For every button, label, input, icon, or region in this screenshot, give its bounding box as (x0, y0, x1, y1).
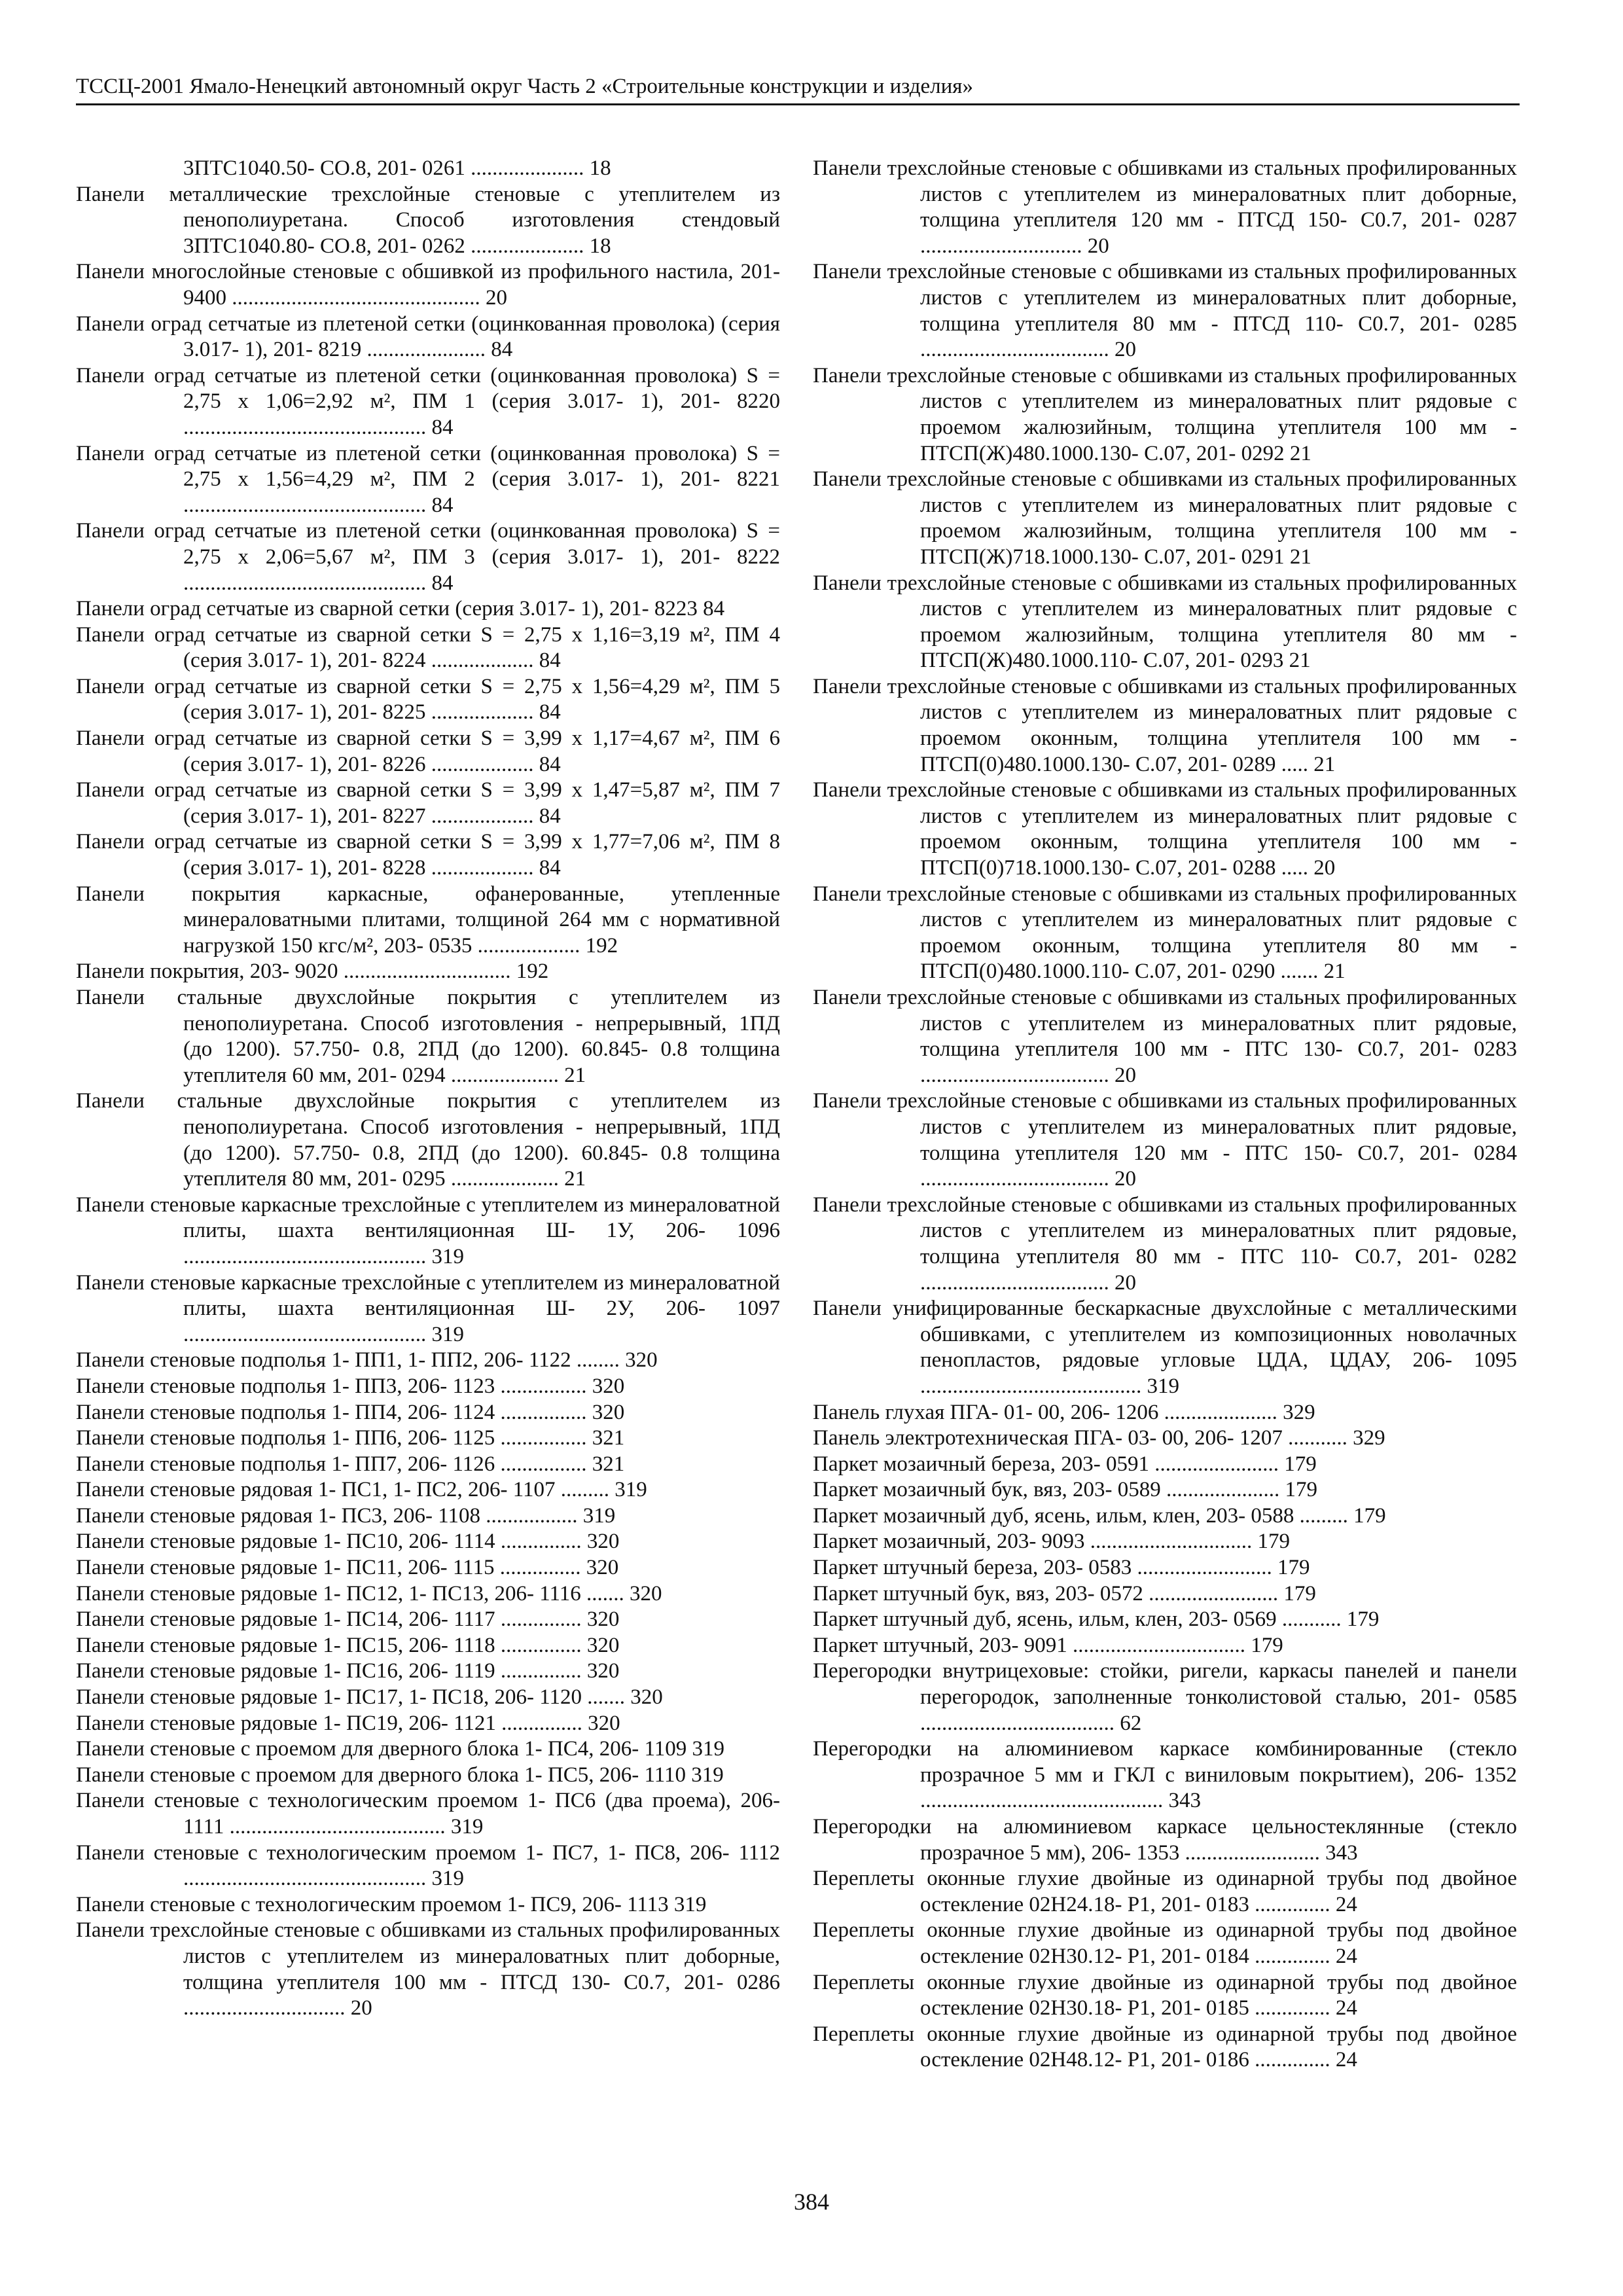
index-entry: Панели стеновые подполья 1- ПП6, 206- 1125 ................ 321 (76, 1426, 625, 1450)
index-entry: Панели покрытия каркасные, офанерованные, утепленные минераловатными плитами, толщиной 264 мм с нормативной нагрузкой 150 кгс/м², 203- 0535 ................... 192 (76, 882, 780, 958)
index-entry: Панели оград сетчатые из сварной сетки S = 3,99 х 1,77=7,06 м², ПМ 8 (серия 3.017- 1), 201- 8228 ................... 84 (76, 830, 780, 880)
index-entry: Панели трехслойные стеновые с обшивками из стальных профилированных листов с утеплителем из минераловатных плит рядовые с проемом оконным, толщина утеплителя 100 мм - ПТСП(0)718.1000.130- С.07, 201- 0288 ..... 20 (813, 778, 1517, 880)
index-entry: Панели трехслойные стеновые с обшивками из стальных профилированных листов с утеплителем из минераловатных плит рядовые с проемом жалюзийным, толщина утеплителя 80 мм - ПТСП(Ж)480.1000.110- С.07, 201- 0293 21 (813, 571, 1517, 673)
index-entry: Панели трехслойные стеновые с обшивками из стальных профилированных листов с утеплителем из минераловатных плит рядовые, толщина утеплителя 80 мм - ПТС 110- С0.7, 201- 0282 ................................... 20 (813, 1193, 1517, 1295)
index-entry: Панели трехслойные стеновые с обшивками из стальных профилированных листов с утеплителем из минераловатных плит рядовые с проемом жалюзийным, толщина утеплителя 100 мм - ПТСП(Ж)480.1000.130- С.07, 201- 0292 21 (813, 363, 1517, 465)
index-entry: Панели оград сетчатые из плетеной сетки (оцинкованная проволока) S = 2,75 х 1,06=2,92 м², ПМ 1 (серия 3.017- 1), 201- 8220 ............................................. 84 (76, 363, 780, 439)
index-entry: Панели стеновые рядовые 1- ПС17, 1- ПС18, 206- 1120 ....... 320 (76, 1685, 663, 1710)
index-entry: Паркет штучный береза, 203- 0583 ......................... 179 (813, 1556, 1310, 1580)
index-entry: Панели трехслойные стеновые с обшивками из стальных профилированных листов с утеплителем из минераловатных плит рядовые с проемом жалюзийным, толщина утеплителя 100 мм - ПТСП(Ж)718.1000.130- С.07, 201- 0291 21 (813, 467, 1517, 569)
index-entry: Панели стеновые с технологическим проемом 1- ПС7, 1- ПС8, 206- 1112 ............................................. 319 (76, 1840, 780, 1891)
index-entry: Панели унифицированные бескаркасные двухслойные с металлическими обшивками, с утеплителем из композиционных новолачных пенопластов, рядовые угловые ЦДА, ЦДАУ, 206- 1095 ......................................... 319 (813, 1297, 1517, 1398)
index-entry: Панели трехслойные стеновые с обшивками из стальных профилированных листов с утеплителем из минераловатных плит доборные, толщина утеплителя 120 мм - ПТСД 150- С0.7, 201- 0287 .............................. 20 (813, 156, 1517, 258)
index-entry: Паркет штучный бук, вяз, 203- 0572 ........................ 179 (813, 1581, 1316, 1605)
index-entry: Переплеты оконные глухие двойные из одинарной трубы под двойное остекление 02Н30.18- Р1, 201- 0185 .............. 24 (813, 1970, 1517, 2020)
index-entry: Переплеты оконные глухие двойные из одинарной трубы под двойное остекление 02Н30.12- Р1, 201- 0184 .............. 24 (813, 1918, 1517, 1968)
index-entry: Панели стеновые с технологическим проемом 1- ПС9, 206- 1113 319 (76, 1892, 707, 1916)
index-entry: Паркет штучный дуб, ясень, ильм, клен, 203- 0569 ........... 179 (813, 1607, 1380, 1632)
index-entry: Панели стеновые каркасные трехслойные с утеплителем из минераловатной плиты, шахта вентиляционная Ш- 1У, 206- 1096 ............................................. 319 (76, 1193, 780, 1268)
index-entry: Паркет мозаичный, 203- 9093 .............................. 179 (813, 1530, 1291, 1554)
running-header: ТССЦ-2001 Ямало-Ненецкий автономный округ Часть 2 «Строительные конструкции и изделия» (76, 75, 973, 98)
index-entry: Панели стеновые рядовые 1- ПС10, 206- 1114 ............... 320 (76, 1530, 620, 1554)
index-entry: Панели многослойные стеновые с обшивкой из профильного настила, 201- 9400 .............................................. 20 (76, 260, 780, 310)
index-entry: Панели стеновые рядовая 1- ПС1, 1- ПС2, 206- 1107 ......... 319 (76, 1478, 647, 1502)
index-entry: Панели стеновые рядовые 1- ПС11, 206- 1115 ............... 320 (76, 1556, 619, 1580)
index-entry: Панель глухая ПГА- 01- 00, 206- 1206 ..................... 329 (813, 1400, 1315, 1424)
index-entry: Панели стеновые с проемом для дверного блока 1- ПС5, 206- 1110 319 (76, 1763, 724, 1787)
index-entry: Панели стальные двухслойные покрытия с утеплителем из пенополиуретана. Способ изготовления - непрерывный, 1ПД (до 1200). 57.750- 0.8, 2ПД (до 1200). 60.845- 0.8 толщина утеплителя 80 мм, 201- 0295 .................... 21 (76, 1089, 780, 1191)
index-entry: Паркет мозаичный бук, вяз, 203- 0589 ..................... 179 (813, 1478, 1317, 1502)
index-entry: Панели стеновые рядовая 1- ПС3, 206- 1108 ................. 319 (76, 1503, 616, 1528)
index-entry: Панели стеновые подполья 1- ПП1, 1- ПП2, 206- 1122 ........ 320 (76, 1348, 658, 1372)
index-entry: Панели трехслойные стеновые с обшивками из стальных профилированных листов с утеплителем из минераловатных плит доборные, толщина утеплителя 100 мм - ПТСД 130- С0.7, 201- 0286 .............................. 20 (76, 1918, 780, 2020)
index-column-right (813, 156, 1517, 2073)
index-entry: Перегородки на алюминиевом каркасе комбинированные (стекло прозрачное 5 мм и ГКЛ с виниловым покрытием), 206- 1352 ............................................. 343 (813, 1737, 1517, 1813)
index-entry: Панели стеновые рядовые 1- ПС15, 206- 1118 ............... 320 (76, 1633, 620, 1657)
index-entry: Переплеты оконные глухие двойные из одинарной трубы под двойное остекление 02Н48.12- Р1, 201- 0186 .............. 24 (813, 2022, 1517, 2072)
index-entry: Панели покрытия, 203- 9020 ............................... 192 (76, 960, 549, 984)
index-entry: Перегородки на алюминиевом каркасе цельностеклянные (стекло прозрачное 5 мм), 206- 1353 ......................... 343 (813, 1815, 1517, 1865)
index-entry: Панели оград сетчатые из плетеной сетки (оцинкованная проволока) S = 2,75 х 1,56=4,29 м², ПМ 2 (серия 3.017- 1), 201- 8221 ............................................. 84 (76, 441, 780, 517)
index-entry: Панели оград сетчатые из сварной сетки S = 2,75 х 1,56=4,29 м², ПМ 5 (серия 3.017- 1), 201- 8225 ................... 84 (76, 674, 780, 725)
index-entry: Панели стеновые подполья 1- ПП4, 206- 1124 ................ 320 (76, 1400, 625, 1424)
index-entry: Панели оград сетчатые из сварной сетки (серия 3.017- 1), 201- 8223 84 (76, 597, 725, 621)
index-entry: Паркет мозаичный дуб, ясень, ильм, клен, 203- 0588 ......... 179 (813, 1503, 1386, 1528)
index-entry: Панели стеновые подполья 1- ПП7, 206- 1126 ................ 321 (76, 1452, 625, 1476)
page-number: 384 (794, 2189, 829, 2215)
index-entry: Панели стальные двухслойные покрытия с утеплителем из пенополиуретана. Способ изготовления - непрерывный, 1ПД (до 1200). 57.750- 0.8, 2ПД (до 1200). 60.845- 0.8 толщина утеплителя 60 мм, 201- 0294 .................... 21 (76, 986, 780, 1087)
index-entry: Панели оград сетчатые из сварной сетки S = 3,99 х 1,17=4,67 м², ПМ 6 (серия 3.017- 1), 201- 8226 ................... 84 (76, 726, 780, 776)
index-entry: Перегородки внутрицеховые: стойки, ригели, каркасы панелей и панели перегородок, заполненные тонколистовой сталью, 201- 0585 .................................... 62 (813, 1659, 1517, 1735)
index-entry: Панели стеновые с технологическим проемом 1- ПС6 (два проема), 206- 1111 ........................................ 319 (76, 1789, 780, 1839)
index-entry: Панели металлические трехслойные стеновые с утеплителем из пенополиуретана. Способ изготовления стендовый 3ПТС1040.80- СО.8, 201- 0262 ..................... 18 (76, 182, 780, 258)
index-entry: Паркет мозаичный береза, 203- 0591 ....................... 179 (813, 1452, 1317, 1476)
index-entry: Переплеты оконные глухие двойные из одинарной трубы под двойное остекление 02Н24.18- Р1, 201- 0183 .............. 24 (813, 1867, 1517, 1916)
index-entry: Панели трехслойные стеновые с обшивками из стальных профилированных листов с утеплителем из минераловатных плит доборные, толщина утеплителя 80 мм - ПТСД 110- С0.7, 201- 0285 ................................... 20 (813, 260, 1517, 362)
index-entry: Панели трехслойные стеновые с обшивками из стальных профилированных листов с утеплителем из минераловатных плит рядовые с проемом оконным, толщина утеплителя 80 мм - ПТСП(0)480.1000.110- С.07, 201- 0290 ....... 21 (813, 882, 1517, 984)
index-entry: Панели оград сетчатые из плетеной сетки (оцинкованная проволока) S = 2,75 х 2,06=5,67 м², ПМ 3 (серия 3.017- 1), 201- 8222 ............................................. 84 (76, 519, 780, 595)
header-rule (76, 103, 1520, 105)
index-entry: Панели оград сетчатые из сварной сетки S = 2,75 х 1,16=3,19 м², ПМ 4 (серия 3.017- 1), 201- 8224 ................... 84 (76, 622, 780, 673)
index-entry: Паркет штучный, 203- 9091 ................................ 179 (813, 1633, 1283, 1657)
index-entry: Панели оград сетчатые из плетеной сетки (оцинкованная проволока) (серия 3.017- 1), 201- 8219 ...................... 84 (76, 312, 780, 362)
index-entry: Панели трехслойные стеновые с обшивками из стальных профилированных листов с утеплителем из минераловатных плит рядовые, толщина утеплителя 100 мм - ПТС 130- С0.7, 201- 0283 ................................... 20 (813, 986, 1517, 1087)
index-entry: Панели стеновые рядовые 1- ПС16, 206- 1119 ............... 320 (76, 1659, 620, 1683)
index-entry: Панели стеновые рядовые 1- ПС12, 1- ПС13, 206- 1116 ....... 320 (76, 1581, 662, 1605)
index-column-left (76, 156, 780, 2022)
index-entry: Панели оград сетчатые из сварной сетки S = 3,99 х 1,47=5,87 м², ПМ 7 (серия 3.017- 1), 201- 8227 ................... 84 (76, 778, 780, 828)
index-entry: Панели трехслойные стеновые с обшивками из стальных профилированных листов с утеплителем из минераловатных плит рядовые, толщина утеплителя 120 мм - ПТС 150- С0.7, 201- 0284 ................................... 20 (813, 1089, 1517, 1191)
index-entry: Панели трехслойные стеновые с обшивками из стальных профилированных листов с утеплителем из минераловатных плит рядовые с проемом оконным, толщина утеплителя 100 мм - ПТСП(0)480.1000.130- С.07, 201- 0289 ..... 21 (813, 674, 1517, 776)
index-entry: Панели стеновые каркасные трехслойные с утеплителем из минераловатной плиты, шахта вентиляционная Ш- 2У, 206- 1097 ............................................. 319 (76, 1270, 780, 1346)
index-entry: 3ПТС1040.50- СО.8, 201- 0261 ..................... 18 (183, 156, 611, 180)
index-entry: Панели стеновые рядовые 1- ПС19, 206- 1121 ............... 320 (76, 1711, 620, 1735)
index-entry: Панель электротехническая ПГА- 03- 00, 206- 1207 ........... 329 (813, 1426, 1385, 1450)
index-entry: Панели стеновые с проемом для дверного блока 1- ПС4, 206- 1109 319 (76, 1737, 725, 1761)
index-entry: Панели стеновые рядовые 1- ПС14, 206- 1117 ............... 320 (76, 1607, 620, 1632)
index-entry: Панели стеновые подполья 1- ПП3, 206- 1123 ................ 320 (76, 1374, 625, 1398)
